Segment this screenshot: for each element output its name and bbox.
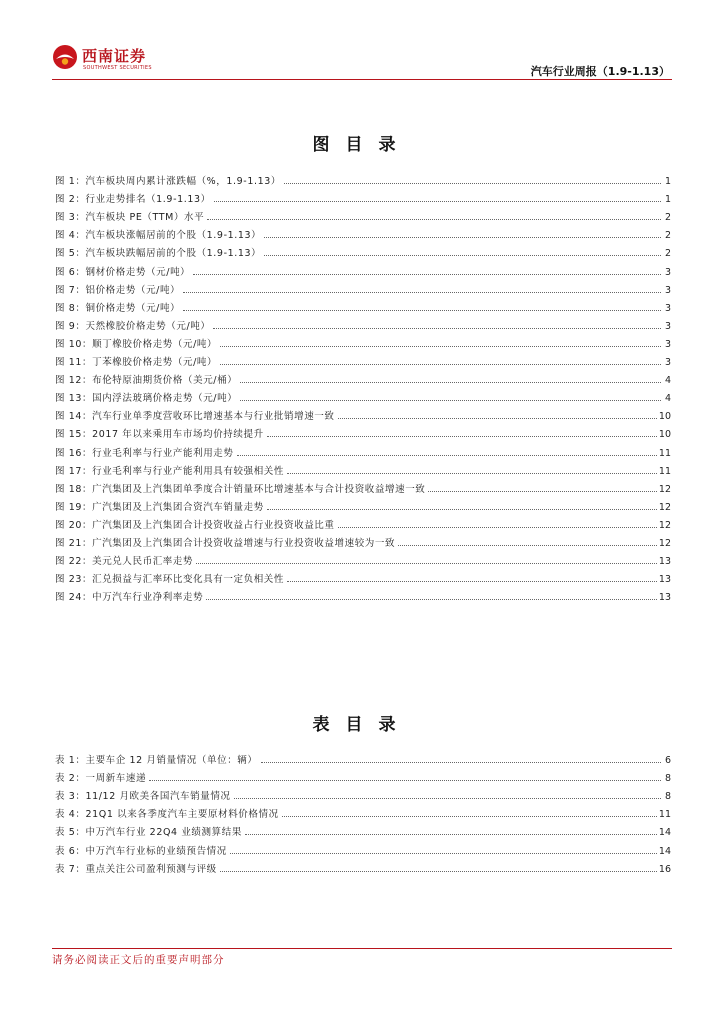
footer-disclaimer: 请务必阅读正文后的重要声明部分: [52, 954, 225, 966]
toc-entry[interactable]: [55, 766, 671, 784]
toc-dot-leader: [287, 581, 657, 582]
toc-entry[interactable]: [55, 314, 671, 332]
toc-entry-label: 图 12：布伦特原油期货价格（美元/桶）: [55, 375, 238, 387]
footer-divider: [52, 948, 672, 949]
toc-entry-label: 图 14：汽车行业单季度营收环比增速基本与行业批销增速一致: [55, 411, 335, 423]
toc-dot-leader: [240, 400, 661, 401]
toc-entry-page: 14: [658, 845, 671, 857]
toc-entry[interactable]: [55, 549, 671, 567]
toc-entry-label: 图 11：丁苯橡胶价格走势（元/吨）: [55, 357, 218, 369]
toc-entry[interactable]: [55, 513, 671, 531]
toc-entry-label: 图 2：行业走势排名（1.9-1.13）: [55, 194, 211, 206]
toc-entry-label: 图 1：汽车板块周内累计涨跌幅（%，1.9-1.13）: [55, 176, 281, 188]
toc-dot-leader: [338, 527, 657, 528]
toc-entry-label: 表 1：主要车企 12 月销量情况（单位：辆）: [55, 755, 258, 767]
toc-dot-leader: [220, 871, 657, 872]
toc-entry[interactable]: [55, 784, 671, 802]
toc-dot-leader: [267, 509, 657, 510]
toc-entry-page: 13: [658, 556, 671, 568]
toc-entry-label: 图 23：汇兑损益与汇率环比变化具有一定负相关性: [55, 574, 285, 586]
toc-entry-page: 12: [658, 519, 671, 531]
toc-entry-label: 图 13：国内浮法玻璃价格走势（元/吨）: [55, 393, 238, 405]
toc-dot-leader: [220, 364, 661, 365]
toc-entry[interactable]: [55, 495, 671, 513]
toc-dot-leader: [264, 237, 661, 238]
toc-entry[interactable]: [55, 205, 671, 223]
figure-index-title: 图目录: [312, 135, 412, 155]
toc-entry-page: 12: [658, 537, 671, 549]
toc-entry[interactable]: [55, 332, 671, 350]
toc-entry-page: 3: [664, 302, 671, 314]
toc-dot-leader: [282, 816, 657, 817]
toc-entry-page: 6: [664, 755, 671, 767]
toc-dot-leader: [196, 563, 657, 564]
toc-entry[interactable]: [55, 350, 671, 368]
toc-entry-page: 11: [658, 809, 671, 821]
toc-entry[interactable]: [55, 459, 671, 477]
toc-dot-leader: [264, 255, 661, 256]
toc-dot-leader: [193, 274, 661, 275]
table-index-title: 表目录: [312, 715, 412, 735]
toc-entry-label: 表 6：中万汽车行业标的业绩预告情况: [55, 845, 227, 857]
toc-dot-leader: [287, 473, 657, 474]
toc-entry-label: 表 5：中万汽车行业 22Q4 业绩测算结果: [55, 827, 242, 839]
logo-english-name: SOUTHWEST SECURITIES: [83, 65, 152, 71]
toc-dot-leader: [234, 798, 661, 799]
toc-entry[interactable]: [55, 368, 671, 386]
toc-entry-label: 图 5：汽车板块跌幅居前的个股（1.9-1.13）: [55, 248, 262, 260]
toc-entry[interactable]: [55, 531, 671, 549]
table-index-list: [55, 748, 671, 875]
toc-entry[interactable]: [55, 585, 671, 603]
company-logo: [52, 44, 172, 74]
toc-entry[interactable]: [55, 477, 671, 495]
toc-entry-label: 图 4：汽车板块涨幅居前的个股（1.9-1.13）: [55, 230, 262, 242]
toc-entry[interactable]: [55, 422, 671, 440]
toc-entry-label: 图 8：铜价格走势（元/吨）: [55, 302, 181, 314]
toc-entry-label: 表 4：21Q1 以来各季度汽车主要原材料价格情况: [55, 809, 279, 821]
toc-dot-leader: [220, 346, 661, 347]
toc-entry[interactable]: [55, 278, 671, 296]
toc-dot-leader: [338, 418, 657, 419]
toc-dot-leader: [149, 780, 661, 781]
toc-entry-label: 图 24：中万汽车行业净利率走势: [55, 592, 204, 604]
toc-entry-page: 3: [664, 338, 671, 350]
toc-entry-page: 8: [664, 773, 671, 785]
toc-entry-label: 表 7：重点关注公司盈利预测与评级: [55, 863, 217, 875]
toc-entry-page: 3: [664, 266, 671, 278]
toc-entry[interactable]: [55, 223, 671, 241]
toc-entry-label: 图 7：铝价格走势（元/吨）: [55, 284, 181, 296]
toc-entry-page: 13: [658, 574, 671, 586]
toc-entry[interactable]: [55, 386, 671, 404]
toc-entry[interactable]: [55, 440, 671, 458]
toc-entry-page: 12: [658, 483, 671, 495]
toc-dot-leader: [261, 762, 662, 763]
toc-entry-label: 图 19：广汽集团及上汽集团合资汽车销量走势: [55, 501, 264, 513]
toc-entry-label: 图 15：2017 年以来乘用车市场均价持续提升: [55, 429, 264, 441]
toc-entry-label: 图 17：行业毛利率与行业产能利用具有较强相关性: [55, 465, 285, 477]
toc-entry[interactable]: [55, 241, 671, 259]
toc-entry-label: 图 21：广汽集团及上汽集团合计投资收益增速与行业投资收益增速较为一致: [55, 537, 396, 549]
toc-entry[interactable]: [55, 802, 671, 820]
toc-entry-label: 图 16：行业毛利率与行业产能利用走势: [55, 447, 234, 459]
toc-entry-label: 表 3：11/12 月欧美各国汽车销量情况: [55, 791, 231, 803]
report-title: 汽车行业周报（1.9-1.13）: [530, 65, 670, 78]
toc-dot-leader: [213, 328, 661, 329]
toc-entry-page: 2: [664, 230, 671, 242]
toc-entry-page: 12: [658, 501, 671, 513]
toc-entry-page: 1: [664, 194, 671, 206]
toc-entry-page: 11: [658, 447, 671, 459]
toc-entry-page: 3: [664, 357, 671, 369]
toc-entry-label: 表 2：一周新车速递: [55, 773, 147, 785]
toc-dot-leader: [398, 545, 657, 546]
toc-entry[interactable]: [55, 748, 671, 766]
toc-entry[interactable]: [55, 838, 671, 856]
toc-entry-label: 图 22：美元兑人民币汇率走势: [55, 556, 194, 568]
toc-entry-page: 1: [664, 176, 671, 188]
toc-dot-leader: [206, 599, 657, 600]
logo-chinese-name: 西南证券: [82, 47, 147, 65]
toc-entry-page: 2: [664, 248, 671, 260]
logo-mark-icon: [52, 44, 78, 70]
toc-entry-page: 8: [664, 791, 671, 803]
toc-entry[interactable]: [55, 187, 671, 205]
toc-entry-page: 4: [664, 393, 671, 405]
toc-entry[interactable]: [55, 857, 671, 875]
toc-entry-page: 3: [664, 320, 671, 332]
toc-entry[interactable]: [55, 259, 671, 277]
toc-entry-label: 图 20：广汽集团及上汽集团合计投资收益占行业投资收益比重: [55, 519, 335, 531]
toc-dot-leader: [207, 219, 661, 220]
toc-entry[interactable]: [55, 169, 671, 187]
toc-dot-leader: [237, 455, 657, 456]
toc-dot-leader: [284, 183, 661, 184]
toc-entry-page: 10: [658, 429, 671, 441]
header-divider: [52, 79, 672, 80]
figure-index-list: [55, 169, 671, 603]
toc-entry-label: 图 9：天然橡胶价格走势（元/吨）: [55, 320, 211, 332]
toc-dot-leader: [183, 292, 661, 293]
toc-dot-leader: [240, 382, 661, 383]
toc-entry-page: 13: [658, 592, 671, 604]
toc-dot-leader: [245, 834, 657, 835]
toc-entry[interactable]: [55, 296, 671, 314]
toc-entry-page: 3: [664, 284, 671, 296]
toc-entry[interactable]: [55, 567, 671, 585]
toc-dot-leader: [214, 201, 661, 202]
toc-entry-page: 14: [658, 827, 671, 839]
page-header: [0, 0, 724, 80]
toc-entry-page: 11: [658, 465, 671, 477]
toc-entry-page: 2: [664, 212, 671, 224]
toc-entry-label: 图 18：广汽集团及上汽集团单季度合计销量环比增速基本与合计投资收益增速一致: [55, 483, 426, 495]
toc-entry[interactable]: [55, 820, 671, 838]
toc-dot-leader: [230, 853, 657, 854]
toc-entry-page: 4: [664, 375, 671, 387]
toc-entry[interactable]: [55, 404, 671, 422]
toc-dot-leader: [267, 436, 657, 437]
toc-entry-page: 10: [658, 411, 671, 423]
toc-entry-page: 16: [658, 863, 671, 875]
toc-entry-label: 图 6：钢材价格走势（元/吨）: [55, 266, 191, 278]
toc-dot-leader: [183, 310, 661, 311]
toc-dot-leader: [428, 491, 656, 492]
toc-entry-label: 图 10：顺丁橡胶价格走势（元/吨）: [55, 338, 218, 350]
toc-entry-label: 图 3：汽车板块 PE（TTM）水平: [55, 212, 205, 224]
